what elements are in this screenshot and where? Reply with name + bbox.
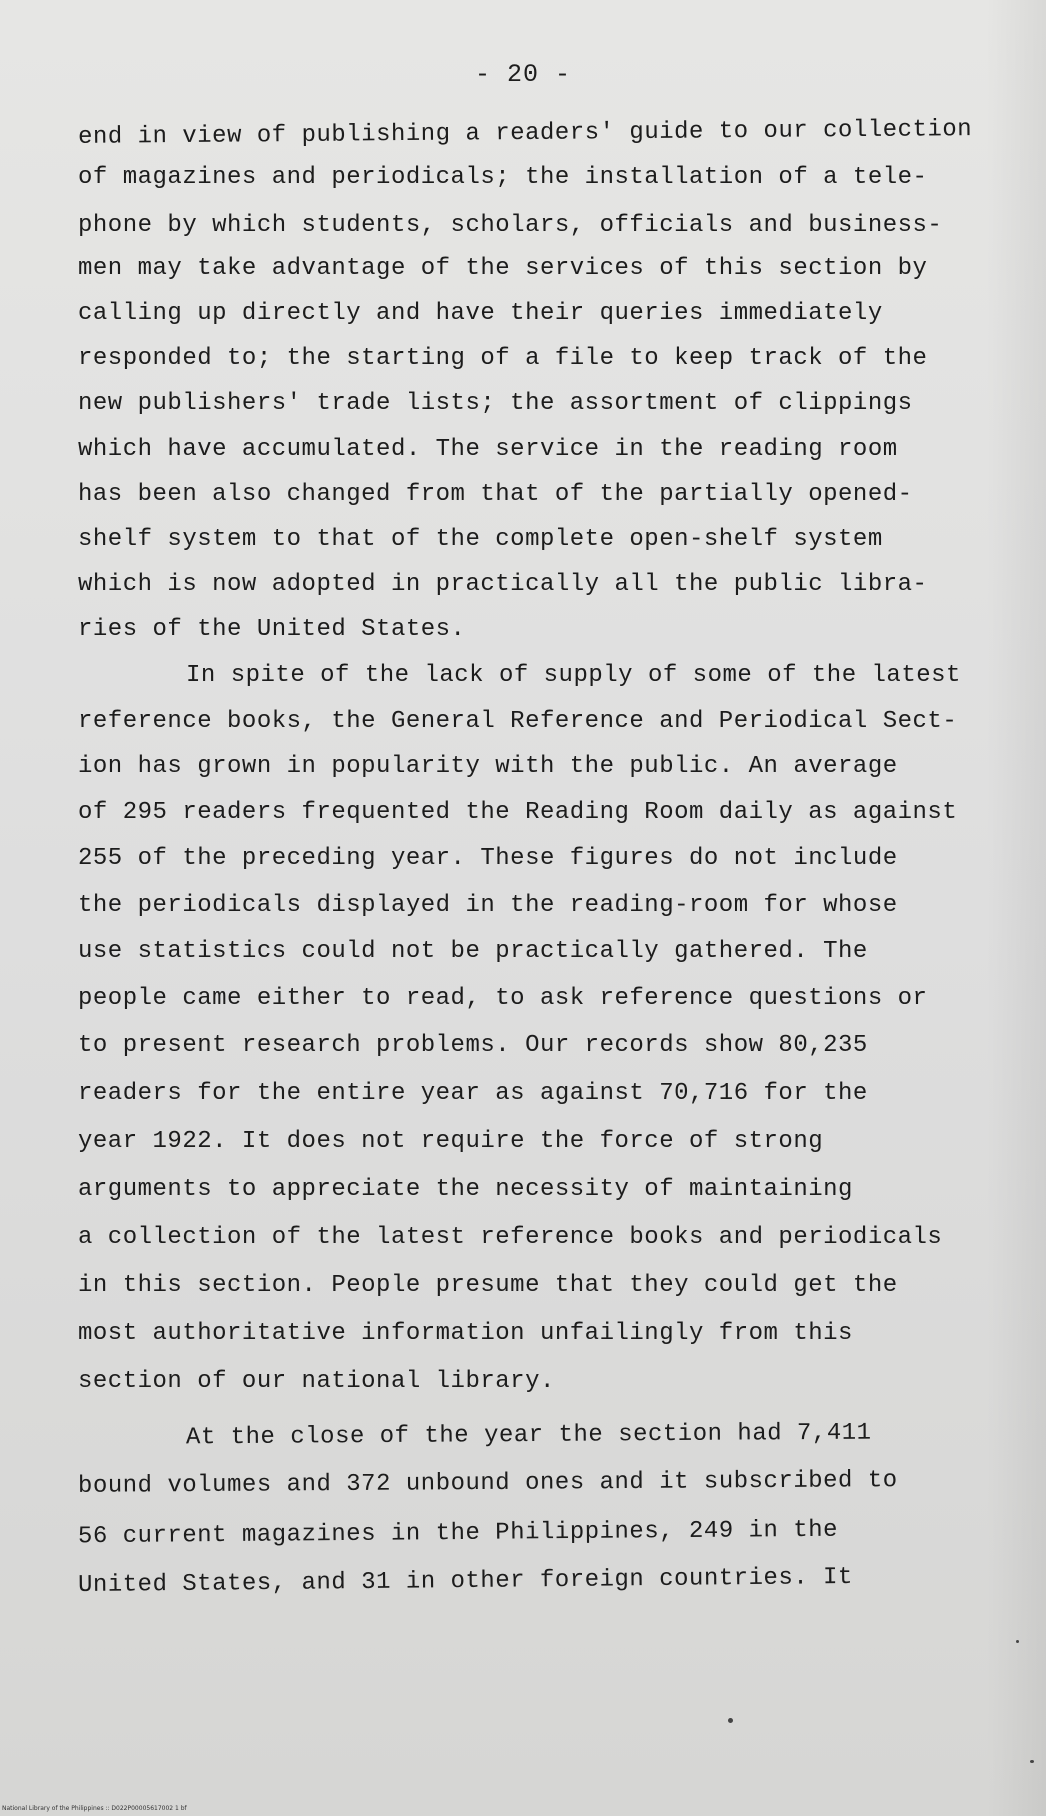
- text-line: reference books, the General Reference and Periodical Sect-: [78, 708, 958, 735]
- text-line: men may take advantage of the services of this section by: [78, 255, 928, 282]
- text-line: shelf system to that of the complete open-shelf system: [78, 526, 883, 553]
- text-line: 56 current magazines in the Philippines, 249 in the: [77, 1516, 839, 1551]
- text-line: the periodicals displayed in the reading-room for whose: [78, 892, 898, 919]
- text-line: calling up directly and have their queries immediately: [78, 300, 883, 327]
- text-line: bound volumes and 372 unbound ones and it subscribed to: [77, 1467, 898, 1500]
- text-line: ries of the United States.: [78, 616, 466, 643]
- text-line: responded to; the starting of a file to keep track of the: [78, 345, 928, 372]
- text-line: has been also changed from that of the partially opened-: [78, 481, 913, 508]
- text-line: which is now adopted in practically all the public libra-: [78, 571, 928, 598]
- text-line: readers for the entire year as against 70,716 for the: [78, 1080, 868, 1107]
- text-line: year 1922. It does not require the force of strong: [78, 1128, 824, 1155]
- text-line: to present research problems. Our records show 80,235: [78, 1032, 868, 1059]
- text-line: which have accumulated. The service in the reading room: [78, 436, 898, 463]
- scan-speck: [1030, 1760, 1034, 1763]
- text-line: people came either to read, to ask reference questions or: [78, 985, 928, 1012]
- footer-credit: National Library of the Philippines :: D022P00005617002 1 bf: [2, 1805, 187, 1812]
- text-line: a collection of the latest reference books and periodicals: [78, 1224, 943, 1251]
- scan-speck: [1016, 1640, 1019, 1643]
- text-line: In spite of the lack of supply of some of the latest: [186, 662, 961, 689]
- text-line: 255 of the preceding year. These figures do not include: [78, 845, 898, 872]
- text-line: section of our national library.: [78, 1368, 555, 1395]
- text-line: most authoritative information unfailingly from this: [78, 1320, 853, 1347]
- scan-speck: [728, 1718, 733, 1723]
- page-edge-shadow: [986, 0, 1046, 1816]
- text-line: of magazines and periodicals; the installation of a tele-: [78, 164, 928, 191]
- text-line: ion has grown in popularity with the public. An average: [78, 753, 898, 780]
- text-line: United States, and 31 in other foreign countries. It: [77, 1563, 854, 1600]
- text-line: At the close of the year the section had 7,411: [185, 1419, 872, 1452]
- text-line: new publishers' trade lists; the assortment of clippings: [78, 390, 913, 417]
- text-line: arguments to appreciate the necessity of maintaining: [78, 1176, 853, 1203]
- text-line: of 295 readers frequented the Reading Room daily as against: [78, 799, 958, 826]
- page-number: - 20 -: [474, 60, 571, 89]
- text-line: use statistics could not be practically gathered. The: [78, 938, 868, 965]
- text-line: end in view of publishing a readers' guide to our collection: [77, 116, 973, 151]
- text-line: phone by which students, scholars, officials and business-: [78, 212, 943, 239]
- text-line: in this section. People presume that they could get the: [78, 1272, 898, 1299]
